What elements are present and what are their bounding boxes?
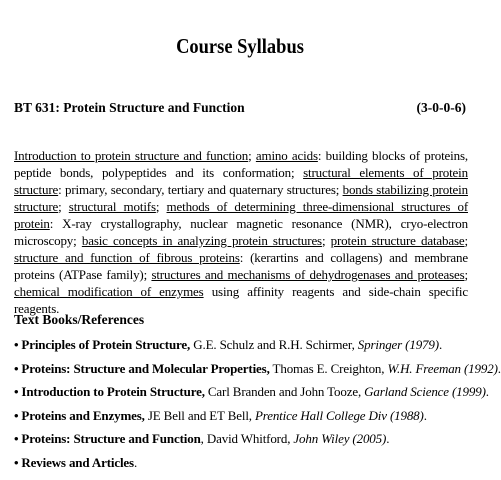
reference-item (14, 427, 470, 451)
reference-authors: G.E. Schulz and R.H. Schirmer, (190, 337, 358, 352)
reference-title: Proteins and Enzymes, (21, 407, 145, 423)
reference-publisher: Springer (1979) (357, 337, 439, 352)
bullet-icon: • (14, 360, 19, 376)
reference-item (14, 451, 470, 475)
topic-amino-acids: amino acids (255, 148, 318, 163)
reference-title: Principles of Protein Structure, (21, 337, 191, 352)
reference-item (14, 380, 489, 404)
reference-publisher: Garland Science (1999) (364, 384, 486, 399)
reference-end: . (438, 337, 443, 352)
syllabus-sep: ; (58, 199, 69, 214)
reference-item (14, 404, 470, 428)
references-list (14, 333, 501, 474)
reference-authors: Thomas E. Creighton, (269, 360, 388, 376)
references-heading: Text Books/References (14, 312, 145, 327)
reference-authors: JE Bell and ET Bell, (144, 407, 255, 423)
topic-bonds: bonds stabilizing protein structure (14, 182, 468, 214)
bullet-icon: • (14, 431, 19, 446)
course-credits: (3-0-0-6) (416, 100, 466, 115)
syllabus-sep: ; (464, 233, 469, 248)
reference-end: . (423, 407, 427, 423)
page-title: Course Syllabus (176, 34, 304, 58)
reference-title: Reviews and Articles (21, 454, 134, 470)
reference-title: Proteins: Structure and Molecular Properties, (21, 360, 270, 376)
syllabus-detail: : X-ray crystallography, nuclear magnetic resonance (NMR), cryo-electron microscopy; (14, 216, 468, 248)
reference-title: Introduction to Protein Structure, (21, 384, 205, 399)
syllabus-sep: ; (248, 148, 256, 163)
bullet-icon: • (14, 337, 19, 352)
reference-publisher: W.H. Freeman (1992) (387, 360, 498, 376)
reference-authors: Carl Branden and John Tooze, (204, 384, 365, 399)
syllabus-detail: : primary, secondary, tertiary and quaternary structures; (58, 182, 343, 197)
bullet-icon: • (14, 407, 19, 423)
syllabus-sep: ; (464, 267, 468, 282)
topic-methods: methods of determining three-dimensional structures of protein (14, 199, 468, 231)
topic-database: protein structure database (330, 233, 465, 248)
reference-end: . (485, 384, 489, 399)
reference-end: . (133, 454, 138, 470)
bullet-icon: • (14, 454, 19, 470)
course-header (14, 100, 466, 116)
topic-structural-elements: structural elements of protein structure (14, 165, 468, 197)
topic-motifs: structural motifs (68, 199, 156, 214)
topic-basic-concepts: basic concepts in analyzing protein structures (81, 233, 322, 248)
reference-item (14, 357, 501, 381)
syllabus-detail: : building blocks of proteins, peptide bonds, polypeptides and its conformation; (14, 148, 469, 180)
reference-publisher: John Wiley (2005) (293, 431, 387, 446)
topic-chemical-modification: chemical modification of enzymes (14, 284, 204, 299)
syllabus-sep: ; (155, 199, 167, 214)
syllabus-detail: : (kerartins and collagens) and membrane proteins (ATPase family); (14, 250, 468, 282)
topic-intro: Introduction to protein structure and function (14, 148, 249, 163)
bullet-icon: • (14, 384, 19, 399)
syllabus-text (14, 147, 468, 317)
reference-authors: , David Whitford, (200, 431, 294, 446)
syllabus-sep: ; (321, 233, 331, 248)
course-code-title: BT 631: Protein Structure and Function (14, 100, 245, 115)
reference-end: . (497, 360, 501, 376)
reference-item (14, 333, 470, 357)
reference-title: Proteins: Structure and Function (21, 431, 201, 446)
syllabus-detail: using affinity reagents and side-chain specific reagents. (14, 284, 468, 316)
reference-publisher: Prentice Hall College Div (1988) (254, 407, 424, 423)
topic-mechanisms: structures and mechanisms of dehydrogenases and proteases (151, 267, 465, 282)
topic-fibrous-proteins: structure and function of fibrous proteins (14, 250, 240, 265)
reference-end: . (386, 431, 390, 446)
